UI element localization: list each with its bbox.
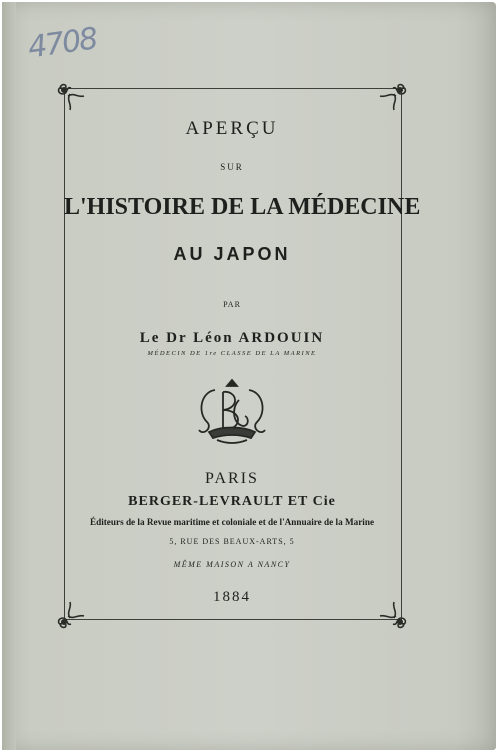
title-line-2: SUR [220, 162, 244, 172]
main-title: L'HISTOIRE DE LA MÉDECINE [64, 194, 421, 220]
publisher-emblem-icon [193, 378, 271, 450]
publisher-description: Éditeurs de la Revue maritime et coloniale et de l'Annuaire de la Marine [89, 517, 375, 527]
corner-ornament-icon [54, 80, 88, 114]
corner-ornament-icon [376, 80, 410, 114]
author-rank: MÉDECIN DE 1re CLASSE DE LA MARINE [147, 350, 317, 357]
publication-year: 1884 [213, 589, 251, 605]
city: PARIS [205, 470, 259, 487]
title-line-1: APERÇU [185, 118, 279, 139]
author-name: Le Dr Léon ARDOUIN [139, 330, 325, 346]
publisher-address: 5, RUE DES BEAUX-ARTS, 5 [169, 537, 295, 546]
spine-edge [2, 2, 16, 750]
publisher-name: BERGER-LEVRAULT ET Cie [128, 494, 336, 509]
by-label: PAR [223, 300, 241, 309]
publisher-branch: MÊME MAISON A NANCY [173, 560, 291, 569]
handwritten-catalog-number: 4708 [25, 21, 99, 66]
subtitle: AU JAPON [173, 244, 291, 264]
